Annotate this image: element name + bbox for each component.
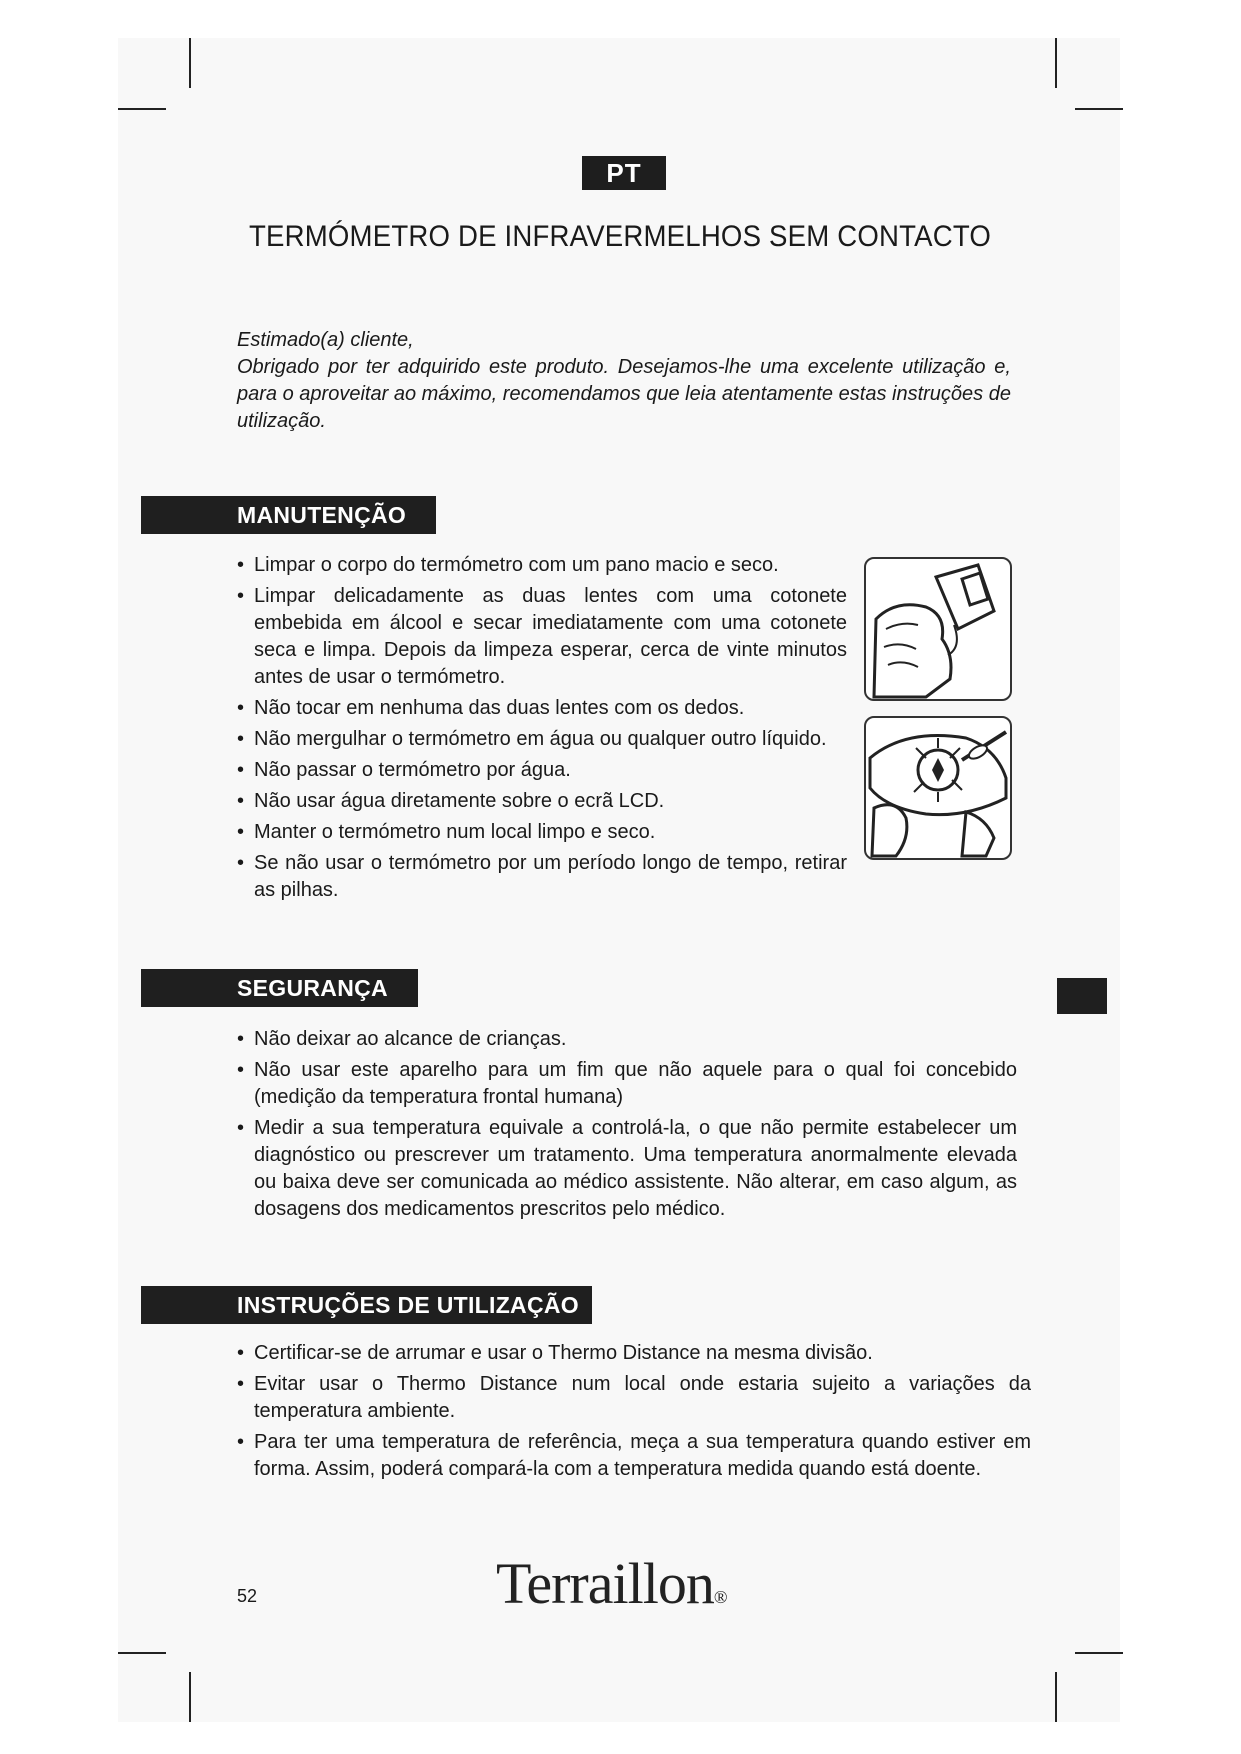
maintenance-list xyxy=(237,552,847,908)
intro-text xyxy=(237,327,1011,435)
list-item: • Evitar usar o Thermo Distance num local onde estaria sujeito a variações da temperatura ambiente. xyxy=(237,1371,1031,1425)
list-item: • Para ter uma temperatura de referência, meça a sua temperatura quando estiver em forma. Assim, poderá compará-la com a temperatura medida quando está doente. xyxy=(237,1429,1031,1483)
language-badge: PT xyxy=(582,156,666,190)
list-item: • Não deixar ao alcance de crianças. xyxy=(237,1026,1017,1053)
safety-list xyxy=(237,1026,1017,1227)
brand-name: Terraillon xyxy=(496,1551,714,1616)
cleaning-body-illustration xyxy=(864,557,1012,701)
list-item: • Limpar delicadamente as duas lentes com uma cotonete embebida em álcool e secar imediatamente com uma cotonete seca e limpa. Depois da limpeza esperar, cerca de vinte minutos antes de usar o termómetro. xyxy=(237,583,847,691)
list-item: • Medir a sua temperatura equivale a controlá-la, o que não permite estabelecer um diagnóstico ou prescrever um tratamento. Uma temperatura anormalmente elevada ou baixa deve ser comunicada ao médico assistente. Não alterar, em caso algum, as dosagens dos medicamentos prescritos pelo médico. xyxy=(237,1115,1017,1223)
registered-mark-icon: ® xyxy=(713,1587,727,1607)
section-heading-usage: INSTRUÇÕES DE UTILIZAÇÃO xyxy=(141,1286,592,1324)
cotton-swab-lens-icon xyxy=(866,718,1010,858)
page-number: 52 xyxy=(237,1586,258,1606)
crop-mark xyxy=(1055,38,1057,88)
side-index-tab xyxy=(1057,978,1107,1014)
intro-greeting: Estimado(a) cliente, xyxy=(237,329,414,351)
list-item: • Limpar o corpo do termómetro com um pano macio e seco. xyxy=(237,552,847,579)
cleaning-lens-illustration xyxy=(864,716,1012,860)
crop-mark xyxy=(118,108,166,110)
section-heading-maintenance: MANUTENÇÃO xyxy=(141,496,436,534)
list-item: • Se não usar o termómetro por um período longo de tempo, retirar as pilhas. xyxy=(237,850,847,904)
list-item: • Certificar-se de arrumar e usar o Thermo Distance na mesma divisão. xyxy=(237,1340,1031,1367)
list-item: • Não tocar em nenhuma das duas lentes com os dedos. xyxy=(237,695,847,722)
crop-mark xyxy=(118,1652,166,1654)
crop-mark xyxy=(189,1672,191,1722)
intro-body: Obrigado por ter adquirido este produto. Desejamos-lhe uma excelente utilização e, para o aproveitar ao máximo, recomendamos que leia atentamente estas instruções de utilização. xyxy=(237,356,1011,432)
section-heading-safety: SEGURANÇA xyxy=(141,969,418,1007)
hand-holding-thermometer-icon xyxy=(866,559,1010,699)
brand-logo xyxy=(496,1550,756,1617)
crop-mark xyxy=(1055,1672,1057,1722)
crop-mark xyxy=(189,38,191,88)
list-item: • Não usar este aparelho para um fim que não aquele para o qual foi concebido (medição da temperatura frontal humana) xyxy=(237,1057,1017,1111)
list-item: • Não usar água diretamente sobre o ecrã LCD. xyxy=(237,788,847,815)
usage-list xyxy=(237,1340,1031,1487)
list-item: • Não passar o termómetro por água. xyxy=(237,757,847,784)
crop-mark xyxy=(1075,108,1123,110)
list-item: • Não mergulhar o termómetro em água ou qualquer outro líquido. xyxy=(237,726,847,753)
page-title: TERMÓMETRO DE INFRAVERMELHOS SEM CONTACTO xyxy=(248,220,992,253)
list-item: • Manter o termómetro num local limpo e seco. xyxy=(237,819,847,846)
crop-mark xyxy=(1075,1652,1123,1654)
